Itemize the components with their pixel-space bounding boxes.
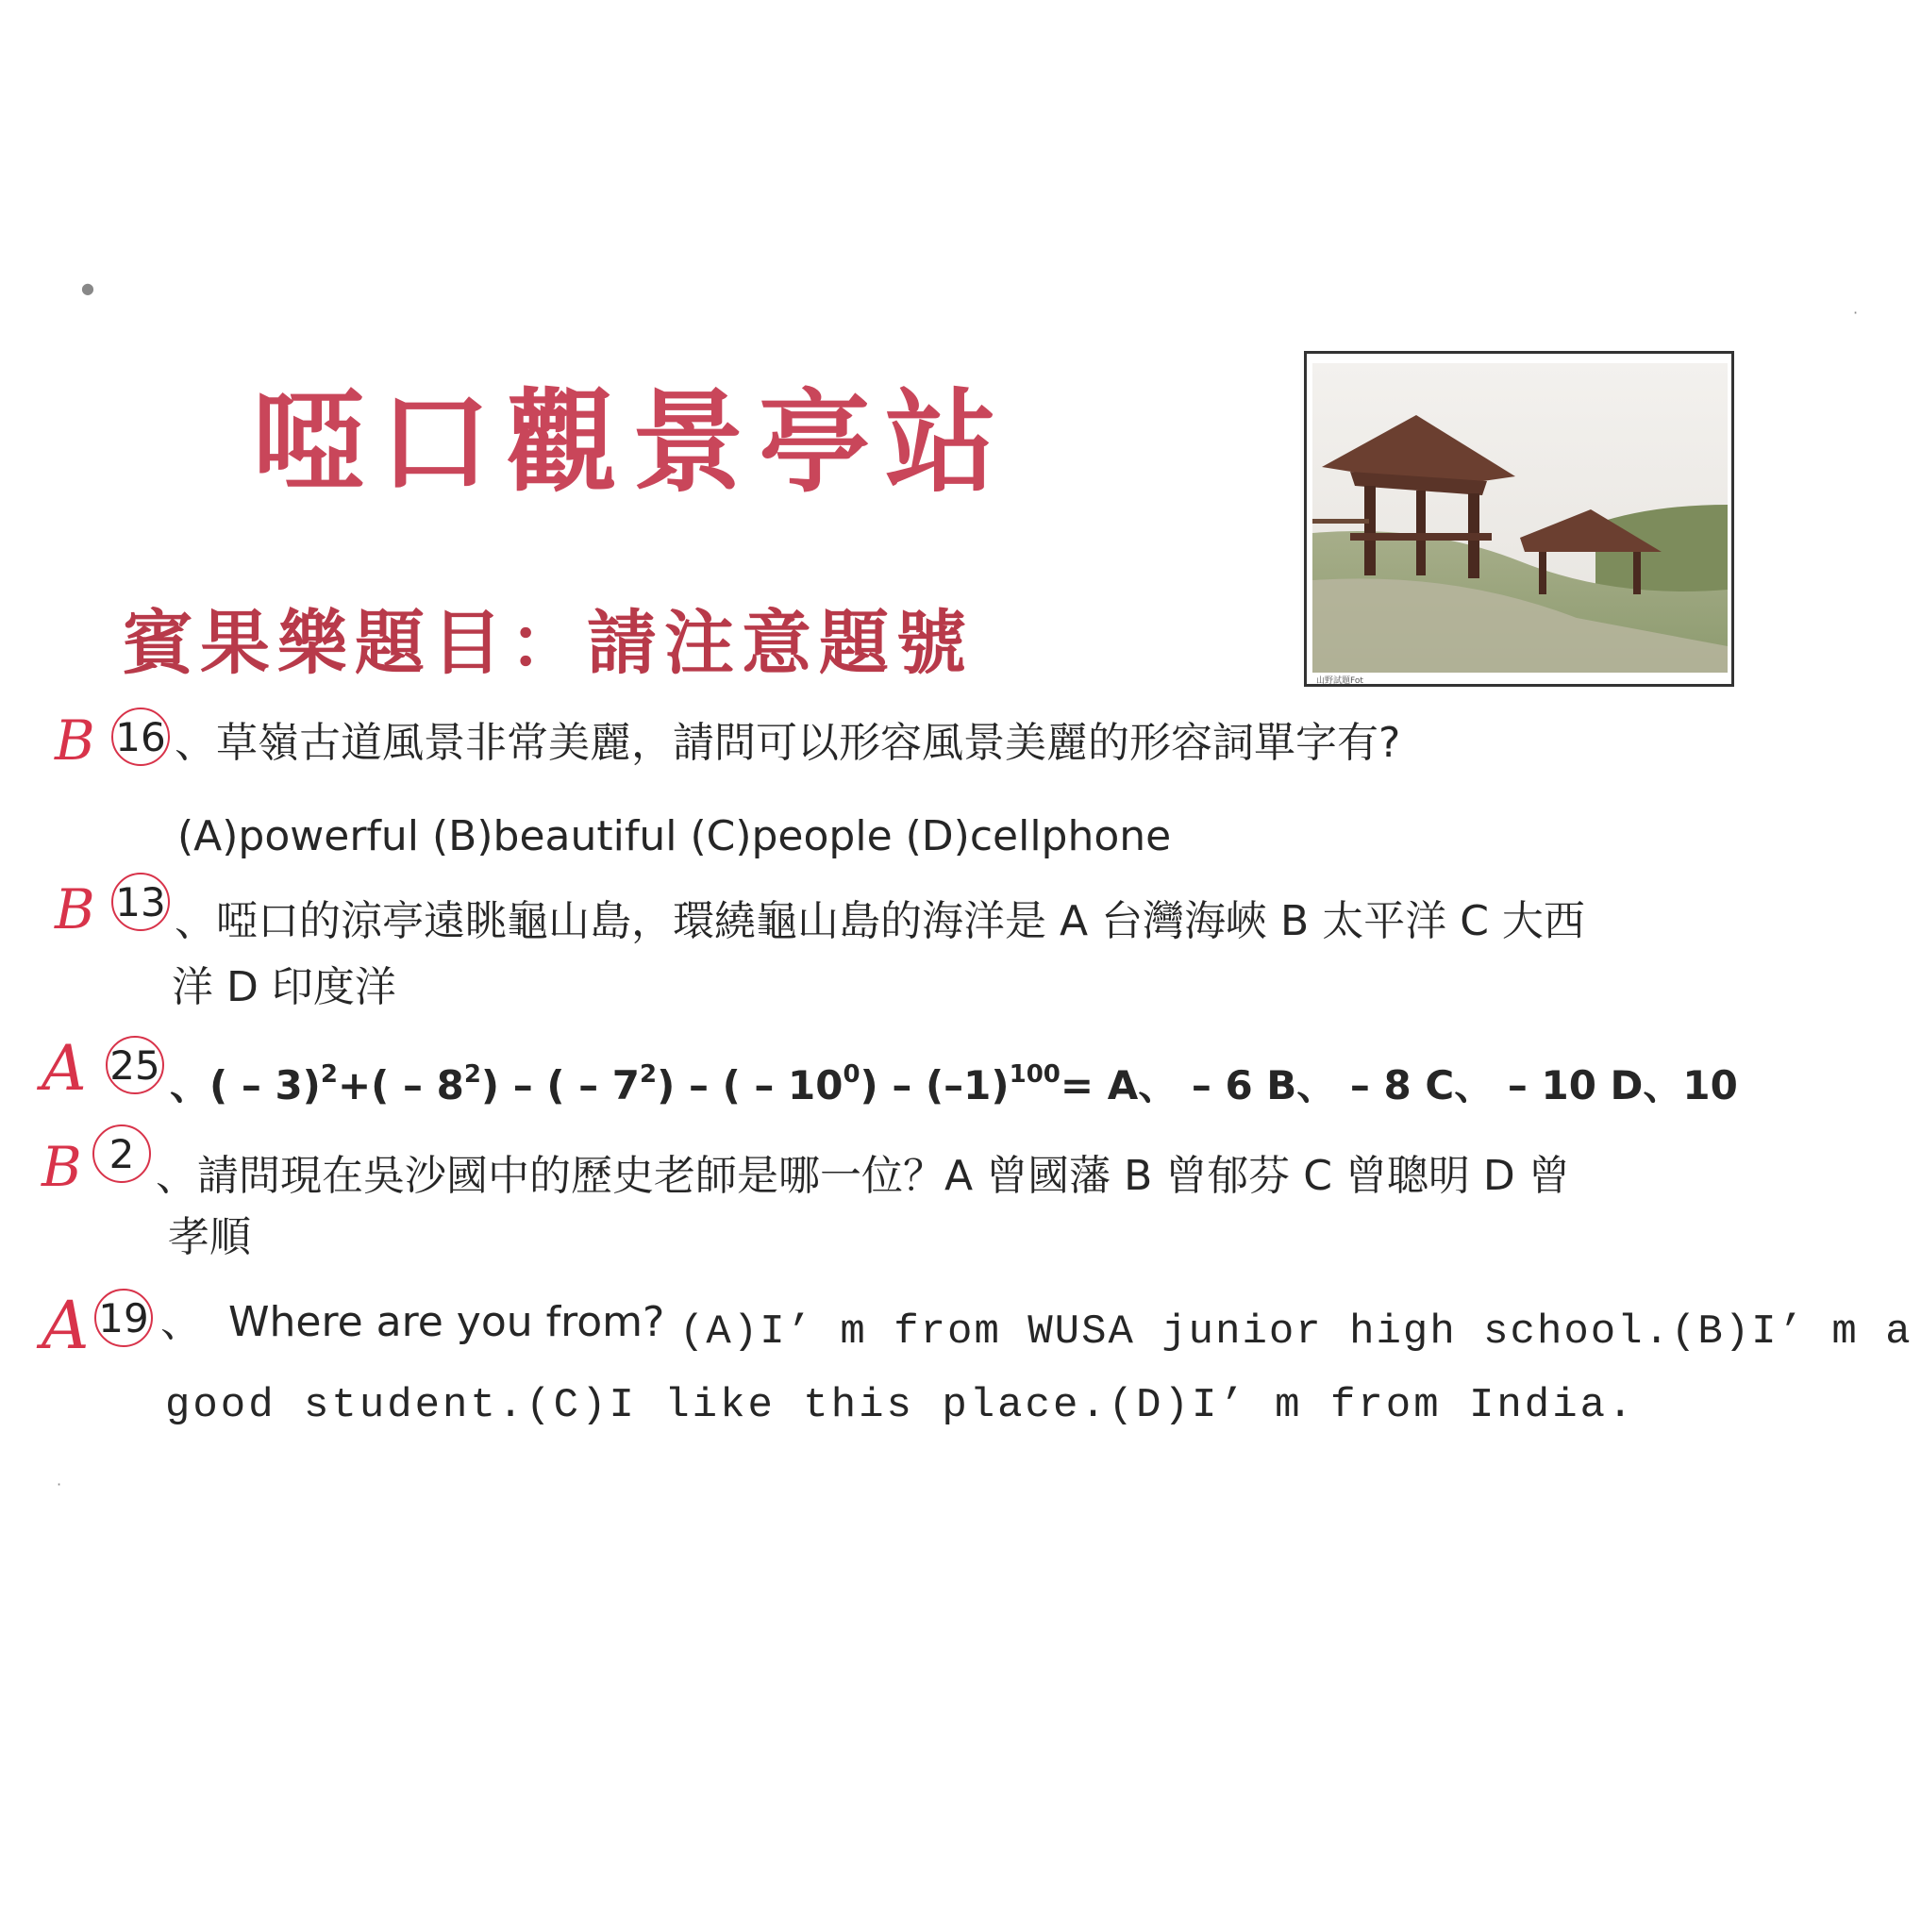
question-options: (A)I’ m from WUSA junior high school.(B)I’ m a	[679, 1308, 1913, 1356]
scan-speck: ·	[1853, 304, 1859, 322]
math-expression	[170, 1060, 1738, 1108]
question-number: 25	[106, 1036, 164, 1094]
handwritten-answer: B	[55, 877, 95, 941]
math-exp: 0	[843, 1060, 860, 1089]
question-prompt: Where are you from?	[228, 1298, 665, 1346]
math-term: ) – ( – 7	[480, 1062, 641, 1108]
math-sep: 、	[170, 1062, 210, 1108]
scan-speck: ·	[57, 1475, 62, 1493]
pavilion-image	[1312, 363, 1728, 673]
math-choices: = A、 – 6 B、 – 8 C、 – 10 D、10	[1060, 1062, 1738, 1108]
page-subtitle: 賓果樂題目：請注意題號	[123, 603, 974, 684]
math-exp: 2	[463, 1060, 481, 1089]
math-term: ( – 3)	[209, 1062, 321, 1108]
question-text: 、啞口的涼亭遠眺龜山島，環繞龜山島的海洋是 A 台灣海峽 B 太平洋 C 大西	[175, 897, 1585, 945]
question-text-continued: 洋 D 印度洋	[172, 963, 396, 1011]
math-term: ) – (–1)	[860, 1062, 1010, 1108]
handwritten-answer: B	[42, 1135, 82, 1199]
question-sep: 、	[160, 1298, 202, 1346]
question-number: 16	[111, 708, 170, 766]
question-number: 19	[94, 1289, 153, 1347]
scan-speck: ●	[81, 279, 94, 297]
question-text: 、請問現在吳沙國中的歷史老師是哪一位？A 曾國藩 B 曾郁芬 C 曾聰明 D 曾	[156, 1152, 1570, 1200]
photo-caption: 山野試題Fot	[1316, 676, 1363, 686]
math-term: ) – ( – 10	[657, 1062, 844, 1108]
question-text: 、草嶺古道風景非常美麗，請問可以形容風景美麗的形容詞單字有?	[175, 719, 1401, 767]
question-text-continued: 孝順	[168, 1213, 251, 1261]
math-term: +( – 8	[337, 1062, 464, 1108]
question-number: 13	[111, 873, 170, 931]
math-exp: 2	[640, 1060, 658, 1089]
math-exp: 100	[1009, 1060, 1061, 1089]
page-title: 啞口觀景亭站	[253, 376, 1012, 508]
question-number: 2	[92, 1124, 151, 1183]
handwritten-answer: A	[42, 1032, 87, 1105]
handwritten-answer: A	[42, 1287, 90, 1364]
math-exp: 2	[320, 1060, 338, 1089]
pavilion-photo	[1304, 351, 1734, 687]
handwritten-answer: B	[55, 708, 95, 773]
question-options: (A)powerful (B)beautiful (C)people (D)cellphone	[177, 812, 1172, 860]
question-options-continued: good student.(C)I like this place.(D)I’ m from India.	[165, 1382, 1636, 1429]
